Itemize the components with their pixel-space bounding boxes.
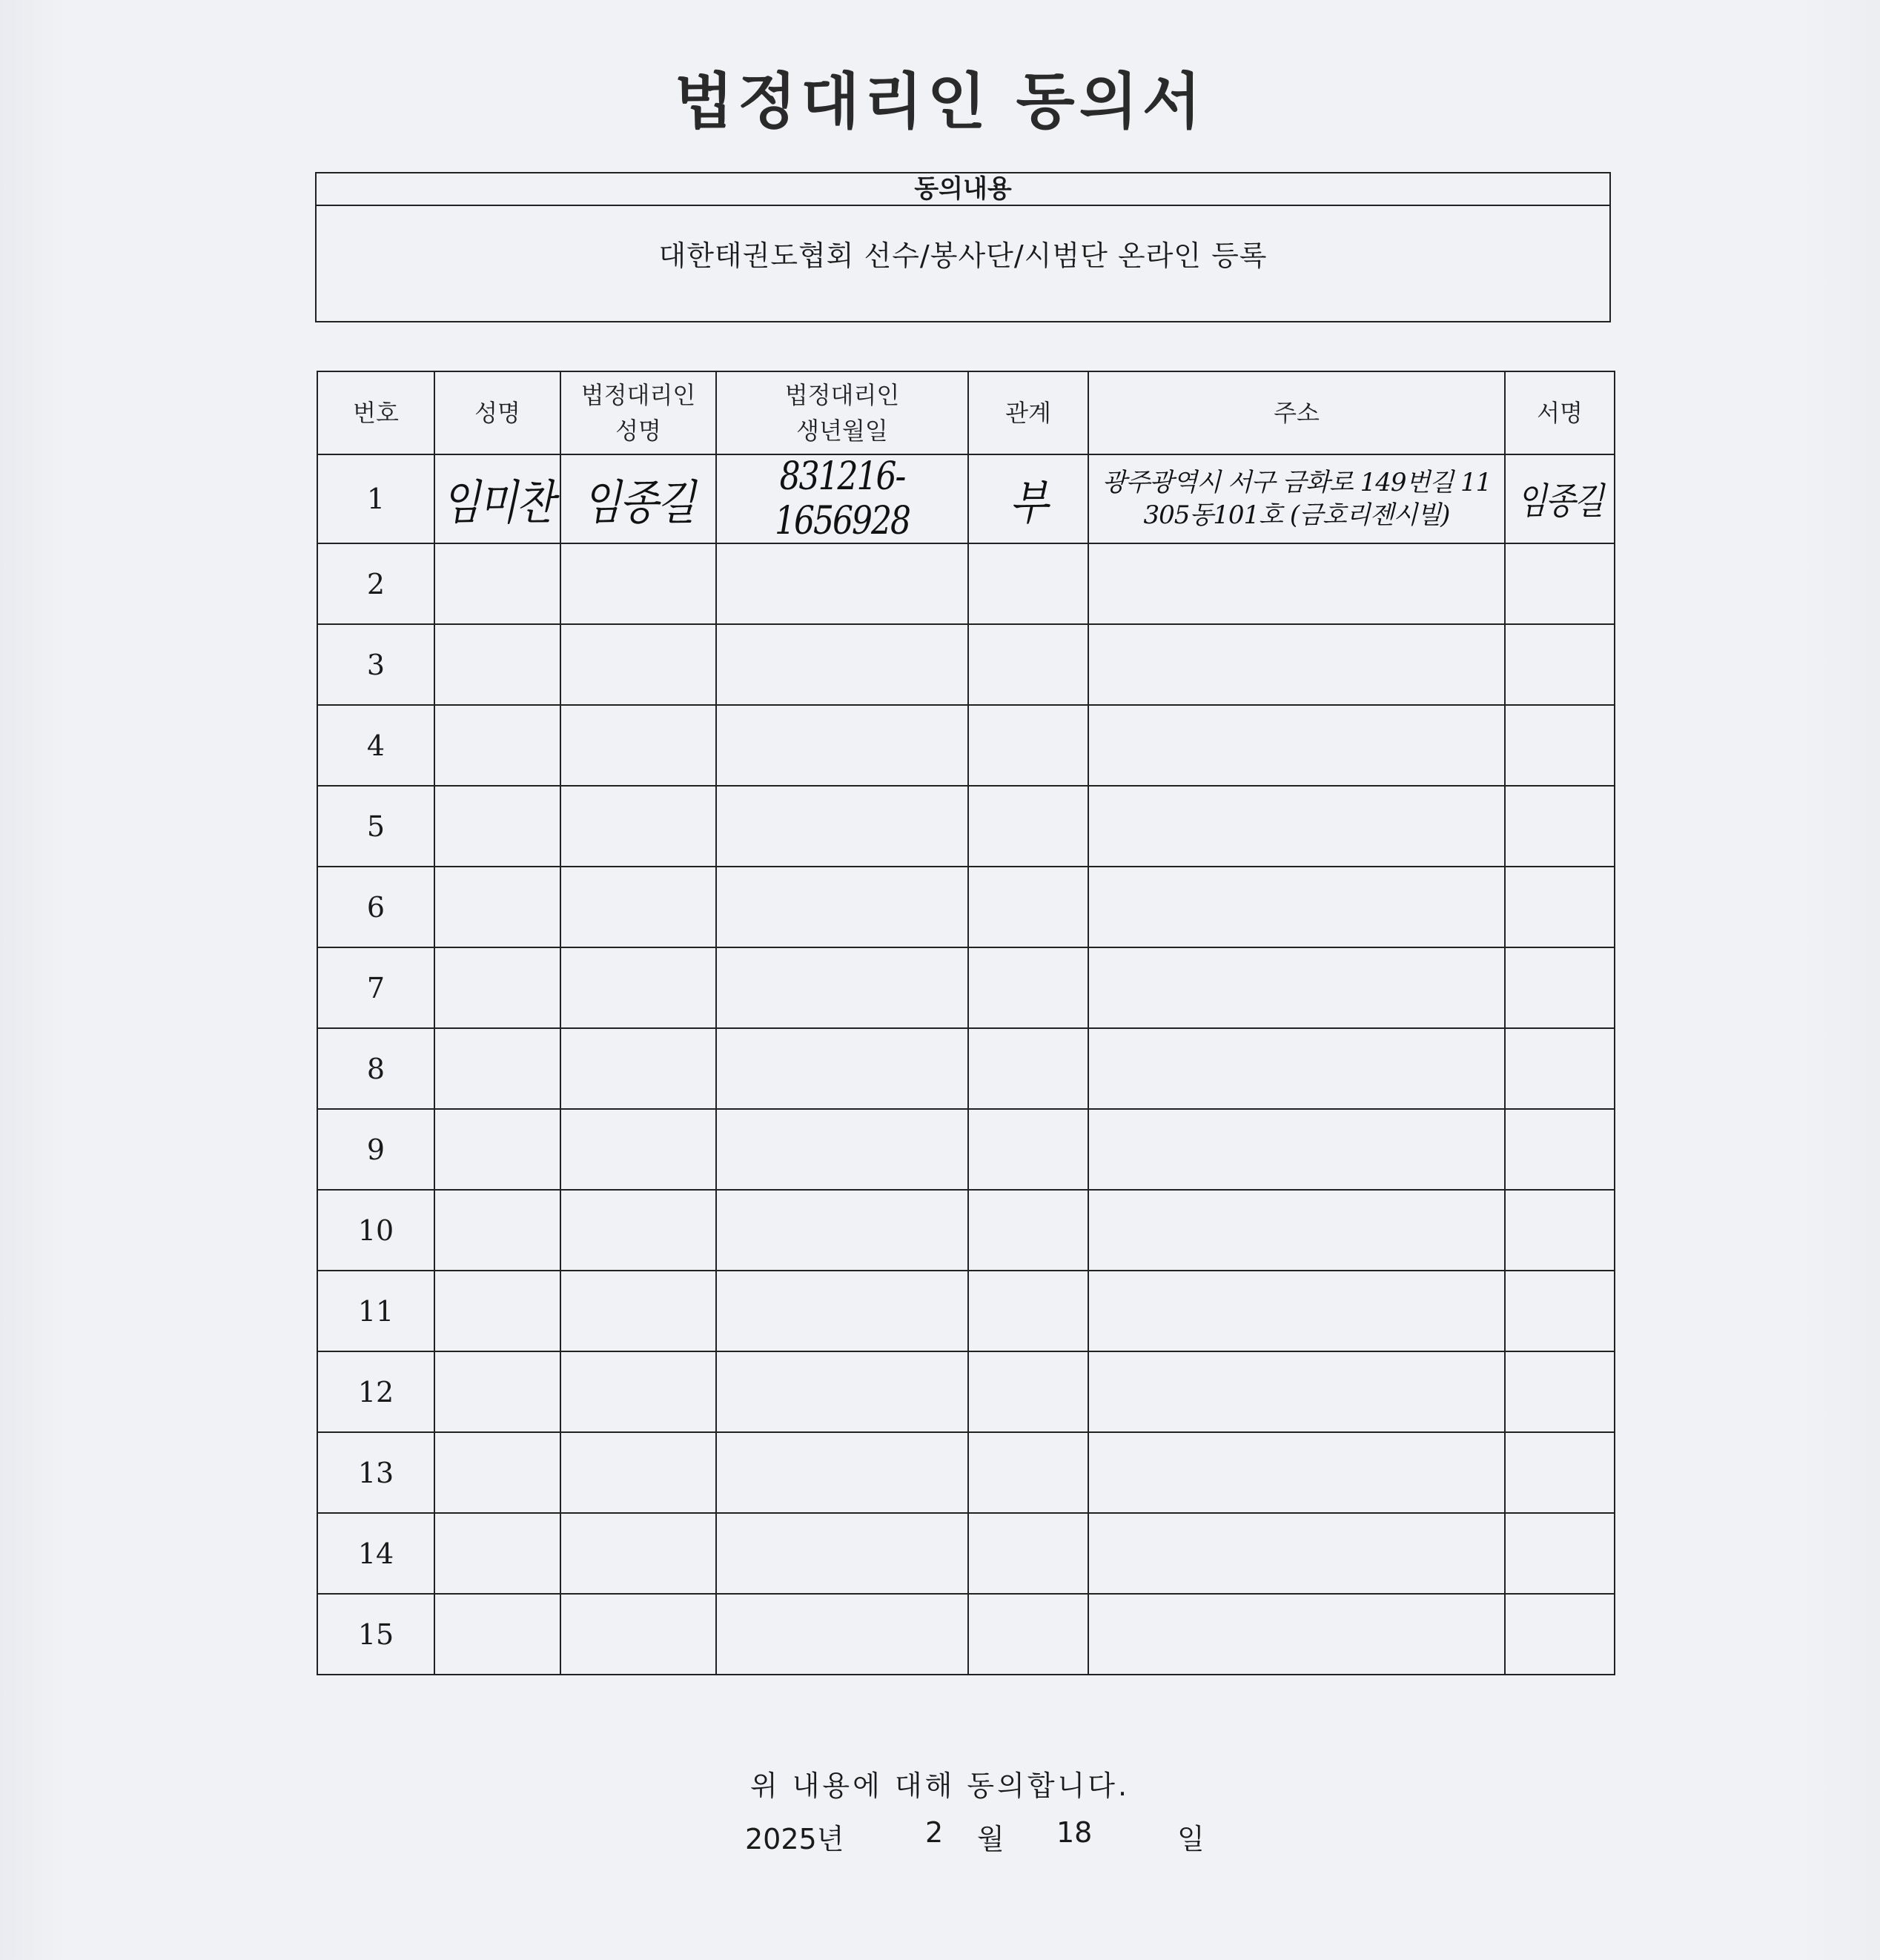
row-signature [1505, 1432, 1615, 1513]
row-signature [1505, 705, 1615, 786]
row-signature [1505, 1594, 1615, 1675]
row-signature [1505, 454, 1615, 543]
row-guardian-birth [716, 1028, 968, 1109]
row-number: 10 [317, 1190, 434, 1271]
row-signature [1505, 1351, 1615, 1432]
row-guardian-name [560, 1351, 716, 1432]
row-name [434, 1351, 560, 1432]
row-number: 2 [317, 543, 434, 624]
header-name: 성명 [434, 371, 560, 454]
row-relation [968, 1594, 1088, 1675]
row-number: 5 [317, 786, 434, 867]
row-name [434, 786, 560, 867]
row-address [1088, 1109, 1505, 1190]
row-address [1088, 867, 1505, 947]
row-guardian-birth [716, 867, 968, 947]
handwritten-address-line2: 305동101호 (금호리젠시빌) [1143, 500, 1450, 530]
row-relation [968, 1271, 1088, 1351]
document-title: 법정대리인 동의서 [674, 67, 1206, 137]
header-guardian-name: 법정대리인 성명 [560, 371, 716, 454]
row-guardian-birth [716, 1109, 968, 1190]
table-row [317, 1432, 1615, 1513]
table-row [317, 543, 1615, 624]
row-name [434, 624, 560, 705]
row-guardian-birth [716, 1594, 968, 1675]
row-guardian-birth [716, 786, 968, 867]
table-header-row [317, 371, 1615, 454]
row-guardian-name [560, 947, 716, 1028]
row-guardian-name [560, 1028, 716, 1109]
header-guardian-birth: 법정대리인 생년월일 [716, 371, 968, 454]
row-guardian-name [560, 786, 716, 867]
consent-content: 대한태권도협회 선수/봉사단/시범단 온라인 등록 [658, 239, 1268, 272]
row-guardian-birth [716, 624, 968, 705]
row-signature [1505, 1109, 1615, 1190]
row-guardian-name [560, 1190, 716, 1271]
date-day-value: 18 [1056, 1816, 1093, 1849]
row-relation [968, 1190, 1088, 1271]
row-name [434, 1190, 560, 1271]
row-signature [1505, 624, 1615, 705]
row-guardian-name [560, 705, 716, 786]
row-relation [968, 1513, 1088, 1594]
header-number: 번호 [317, 371, 434, 454]
table-row [317, 1028, 1615, 1109]
row-signature [1505, 867, 1615, 947]
row-relation [968, 624, 1088, 705]
row-guardian-name [560, 1271, 716, 1351]
table-row [317, 1190, 1615, 1271]
row-guardian-birth [716, 1432, 968, 1513]
row-address [1088, 705, 1505, 786]
row-guardian-name [560, 454, 716, 543]
row-name [434, 1028, 560, 1109]
row-address [1088, 624, 1505, 705]
row-relation [968, 543, 1088, 624]
row-name [434, 543, 560, 624]
row-number: 8 [317, 1028, 434, 1109]
row-address [1088, 1513, 1505, 1594]
consent-section [315, 172, 1611, 322]
row-address [1088, 543, 1505, 624]
header-signature: 서명 [1505, 371, 1615, 454]
consent-header: 동의내용 [317, 173, 1609, 206]
row-guardian-name [560, 543, 716, 624]
table-row [317, 1271, 1615, 1351]
table-row [317, 1351, 1615, 1432]
date-day-label: 일 [1177, 1823, 1205, 1855]
row-signature [1505, 1513, 1615, 1594]
row-guardian-birth [716, 705, 968, 786]
handwritten-guardian-birth: 831216-1656928 [775, 454, 910, 543]
row-name [434, 1513, 560, 1594]
header-relation: 관계 [968, 371, 1088, 454]
row-number: 6 [317, 867, 434, 947]
row-signature [1505, 947, 1615, 1028]
table-row [317, 705, 1615, 786]
row-signature [1505, 543, 1615, 624]
row-relation [968, 1028, 1088, 1109]
row-address [1088, 947, 1505, 1028]
handwritten-name: 임미찬 [441, 474, 554, 530]
row-signature [1505, 1190, 1615, 1271]
row-guardian-birth [716, 1271, 968, 1351]
row-guardian-name [560, 1513, 716, 1594]
table-row [317, 947, 1615, 1028]
row-number: 9 [317, 1109, 434, 1190]
row-relation [968, 705, 1088, 786]
row-name [434, 1432, 560, 1513]
row-number: 11 [317, 1271, 434, 1351]
row-address [1088, 1190, 1505, 1271]
row-guardian-name [560, 624, 716, 705]
row-number: 7 [317, 947, 434, 1028]
row-number: 3 [317, 624, 434, 705]
date-month-value: 2 [925, 1816, 944, 1849]
row-guardian-name [560, 1109, 716, 1190]
row-number: 1 [317, 454, 434, 543]
row-name [434, 1109, 560, 1190]
row-address [1088, 1271, 1505, 1351]
table-row [317, 1109, 1615, 1190]
row-number: 14 [317, 1513, 434, 1594]
row-relation [968, 786, 1088, 867]
handwritten-address-line1: 광주광역시 서구 금화로 149번길 11 [1102, 468, 1492, 497]
row-guardian-birth [716, 1513, 968, 1594]
row-signature [1505, 1028, 1615, 1109]
header-address: 주소 [1088, 371, 1505, 454]
row-name [434, 1271, 560, 1351]
handwritten-relation: 부 [1009, 474, 1047, 530]
row-relation [968, 1432, 1088, 1513]
row-address [1088, 1594, 1505, 1675]
row-name [434, 454, 560, 543]
row-name [434, 1594, 560, 1675]
row-signature [1505, 1271, 1615, 1351]
row-guardian-birth [716, 543, 968, 624]
row-relation [968, 947, 1088, 1028]
row-guardian-name [560, 867, 716, 947]
row-address [1088, 786, 1505, 867]
row-relation [968, 1351, 1088, 1432]
row-guardian-birth [716, 1190, 968, 1271]
row-address [1088, 1351, 1505, 1432]
row-number: 13 [317, 1432, 434, 1513]
table-row [317, 454, 1615, 543]
table-row [317, 1594, 1615, 1675]
row-relation [968, 454, 1088, 543]
row-name [434, 947, 560, 1028]
date-month-label: 월 [977, 1823, 1004, 1855]
row-guardian-name [560, 1594, 716, 1675]
handwritten-guardian-name: 임종길 [582, 474, 695, 530]
table-row [317, 1513, 1615, 1594]
agreement-statement: 위 내용에 대해 동의합니다. [749, 1769, 1131, 1802]
row-name [434, 705, 560, 786]
row-name [434, 867, 560, 947]
table-row [317, 624, 1615, 705]
row-number: 4 [317, 705, 434, 786]
table-row [317, 786, 1615, 867]
row-number: 15 [317, 1594, 434, 1675]
handwritten-signature: 임종길 [1517, 480, 1603, 523]
row-relation [968, 867, 1088, 947]
guardian-table [317, 371, 1615, 1675]
row-guardian-birth [716, 1351, 968, 1432]
table-row [317, 867, 1615, 947]
row-signature [1505, 786, 1615, 867]
row-address [1088, 454, 1505, 543]
row-guardian-name [560, 1432, 716, 1513]
row-guardian-birth [716, 947, 968, 1028]
date-year: 2025년 [745, 1823, 844, 1855]
row-guardian-birth [716, 454, 968, 543]
row-number: 12 [317, 1351, 434, 1432]
row-address [1088, 1028, 1505, 1109]
row-address [1088, 1432, 1505, 1513]
row-relation [968, 1109, 1088, 1190]
